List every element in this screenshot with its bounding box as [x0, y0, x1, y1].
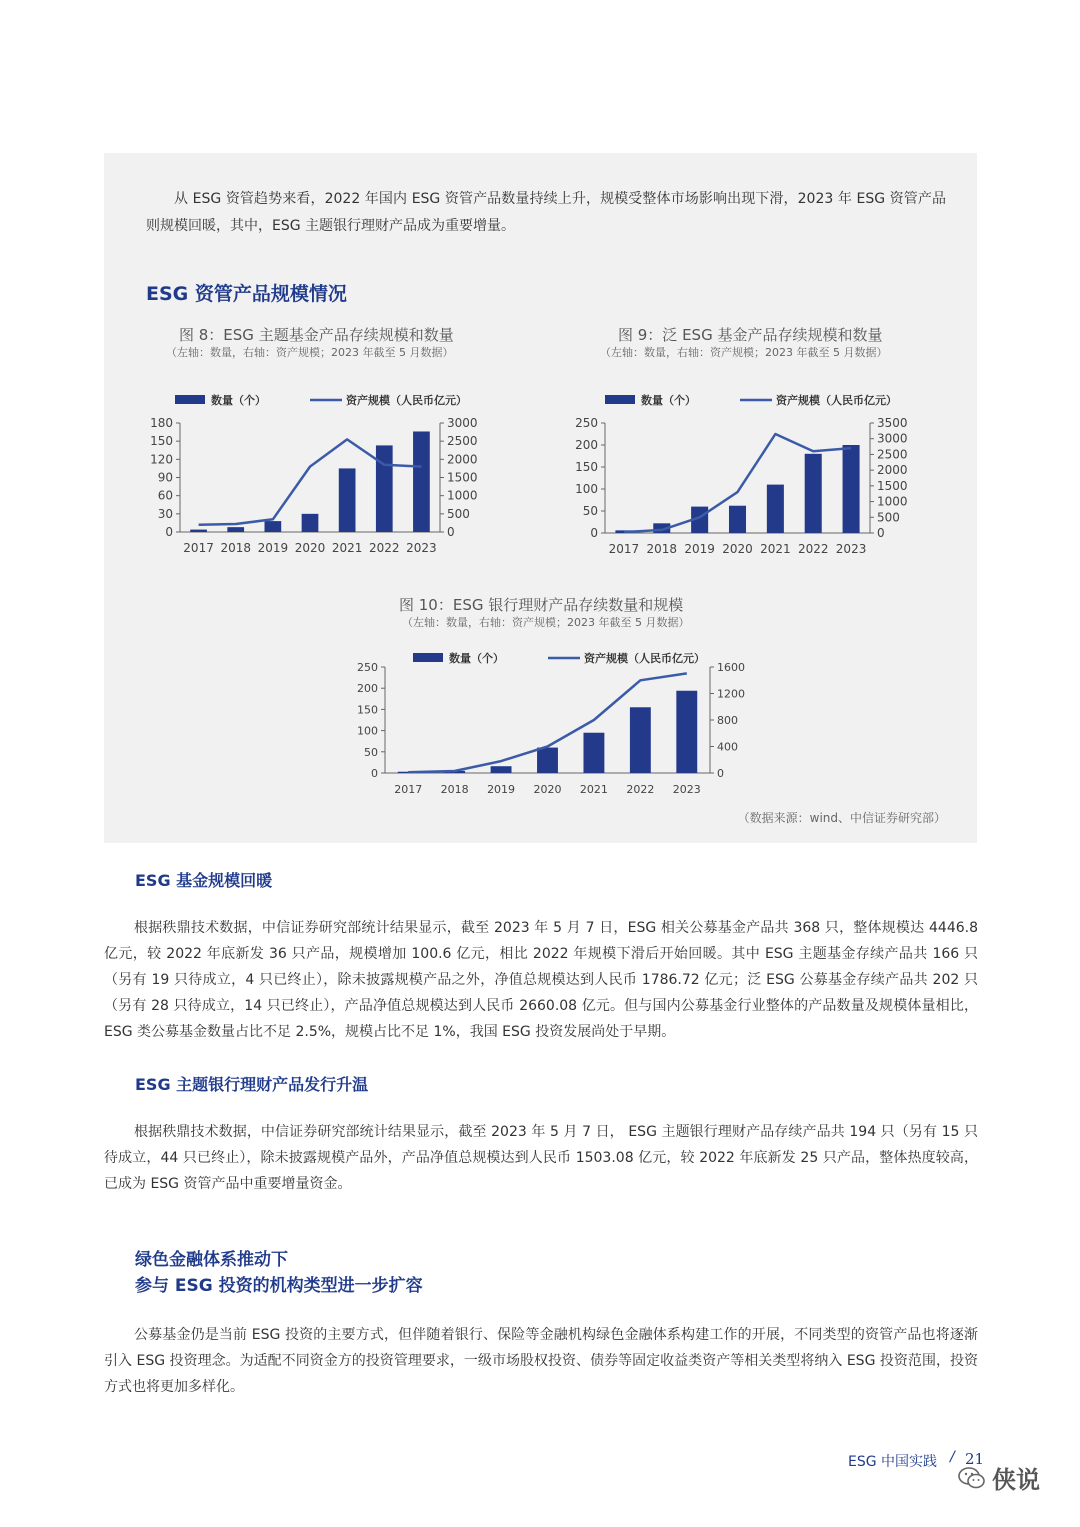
- y-right-tick-label: 500: [877, 510, 900, 525]
- y-left-tick-label: 30: [157, 506, 173, 521]
- y-right-tick-label: 1600: [717, 661, 745, 674]
- y-right-tick-label: 3000: [447, 416, 478, 430]
- chart-9: [570, 385, 930, 565]
- legend-line-label: 资产规模（人民币亿元）: [346, 394, 467, 407]
- legend-line-label: 资产规模（人民币亿元）: [776, 394, 897, 407]
- y-left-tick-label: 50: [364, 745, 378, 759]
- x-tick-label: 2020: [294, 541, 326, 555]
- bar-2021: [339, 468, 356, 532]
- y-left-tick-label: 250: [357, 661, 378, 674]
- section-3-heading-line-2: 参与 ESG 投资的机构类型进一步扩容: [135, 1276, 423, 1296]
- x-tick-label: 2023: [406, 541, 437, 555]
- section-3-heading-line-1: 绿色金融体系推动下: [135, 1250, 288, 1270]
- chart-9-subtitle: （左轴：数量，右轴：资产规模；2023 年截至 5 月数据）: [600, 346, 888, 359]
- legend-bar-label: 数量（个）: [211, 394, 266, 407]
- y-left-tick-label: 0: [590, 526, 598, 540]
- x-tick-label: 2020: [722, 542, 753, 556]
- y-left-tick-label: 250: [575, 416, 598, 430]
- y-right-tick-label: 500: [447, 506, 470, 521]
- x-tick-label: 2019: [684, 542, 715, 556]
- bar-2022: [630, 707, 651, 773]
- y-left-tick-label: 50: [582, 504, 598, 518]
- watermark-text: 侠说: [992, 1466, 1040, 1494]
- bar-2021: [767, 485, 784, 533]
- intro-paragraph: 从 ESG 资管趋势来看，2022 年国内 ESG 资管产品数量持续上升，规模受整体市场影响出现下滑，2023 年 ESG 资管产品则规模回暖，其中，ESG 主题银行理财产品成为重要增量。: [146, 191, 946, 234]
- bar-2019: [265, 521, 282, 532]
- x-tick-label: 2023: [835, 542, 867, 556]
- bar-2020: [302, 514, 319, 532]
- y-right-tick-label: 2000: [877, 463, 908, 478]
- legend-bar-label: 数量（个）: [641, 394, 696, 407]
- y-right-tick-label: 400: [717, 740, 738, 754]
- x-tick-label: 2018: [440, 783, 469, 796]
- x-tick-label: 2021: [579, 783, 608, 796]
- chart-10: [355, 645, 755, 805]
- footer-label: ESG 中国实践: [848, 1454, 938, 1470]
- y-left-tick-label: 100: [575, 482, 598, 496]
- y-left-tick-label: 150: [357, 703, 378, 717]
- section-1-body: 根据秩鼎技术数据，中信证券研究部统计结果显示，截至 2023 年 5 月 7 日，ESG 相关公募基金产品共 368 只，整体规模达 4446.8 亿元，较 2022 年底新发 36 只产品，规模增加 100.6 亿元，相比 2022 年规模下滑后开始回暖。其中 ESG 主题基金存续产品共 166 只（另有 19 只待成立，4 只已终止），除未披露规模产品之外，净值总规模达到人民币 1786.72 亿元；泛 ESG 公募基金存续产品共 202 只（另有 28 只待成立，14 只已终止），产品净值总规模达到人民币 2660.08 亿元。但与国内公募基金行业整体的产品数量及规模体量相比，ESG 类公募基金数量占比不足 2.5%，规模占比不足 1%，我国 ESG 投资发展尚处于早期。: [104, 920, 978, 1040]
- bar-2017: [190, 530, 207, 532]
- y-left-tick-label: 180: [150, 416, 173, 430]
- bar-2023: [676, 691, 697, 773]
- y-left-tick-label: 200: [357, 682, 378, 696]
- wechat-chat-icon: [958, 1466, 986, 1490]
- y-right-tick-label: 2500: [877, 447, 908, 462]
- y-left-tick-label: 0: [165, 525, 173, 539]
- y-right-tick-label: 1000: [447, 488, 478, 503]
- x-tick-label: 2021: [331, 541, 363, 555]
- bar-2023: [413, 431, 430, 532]
- y-right-tick-label: 3000: [877, 431, 908, 446]
- x-tick-label: 2019: [257, 541, 289, 555]
- x-tick-label: 2017: [394, 783, 423, 796]
- footer-separator: /: [950, 1449, 955, 1465]
- bar-2023: [843, 445, 860, 533]
- x-tick-label: 2020: [533, 783, 562, 796]
- y-left-tick-label: 150: [150, 434, 173, 449]
- y-left-tick-label: 0: [371, 767, 378, 780]
- x-tick-label: 2018: [220, 541, 251, 555]
- y-right-tick-label: 0: [717, 767, 724, 780]
- bar-2022: [376, 445, 393, 532]
- x-tick-label: 2022: [369, 541, 400, 555]
- legend-bar-label: 数量（个）: [449, 652, 504, 665]
- x-tick-label: 2019: [487, 783, 516, 796]
- bar-2020: [729, 506, 746, 533]
- x-tick-label: 2021: [760, 542, 791, 556]
- chart-8: [135, 385, 495, 565]
- y-left-tick-label: 200: [575, 438, 598, 452]
- y-right-tick-label: 3500: [877, 416, 908, 430]
- chart-10-title: 图 10：ESG 银行理财产品存续数量和规模: [399, 596, 684, 614]
- y-right-tick-label: 2500: [447, 434, 478, 449]
- legend-bar-swatch: [175, 395, 205, 404]
- x-tick-label: 2018: [646, 542, 678, 556]
- x-tick-label: 2017: [608, 542, 640, 556]
- y-right-tick-label: 0: [447, 525, 455, 539]
- y-right-tick-label: 1500: [877, 478, 908, 493]
- y-left-tick-label: 100: [357, 724, 378, 738]
- y-left-tick-label: 150: [575, 460, 598, 474]
- y-left-tick-label: 120: [150, 452, 173, 467]
- bar-2021: [583, 733, 604, 773]
- x-tick-label: 2017: [183, 541, 214, 555]
- section-2-body: 根据秩鼎技术数据，中信证券研究部统计结果显示，截至 2023 年 5 月 7 日， ESG 主题银行理财产品存续产品共 194 只（另有 15 只待成立，44 只已终止），除未披露规模产品外，产品净值总规模达到人民币 1503.08 亿元，较 2022 年底新发 25 只产品，整体热度较高，已成为 ESG 资管产品中重要增量资金。: [104, 1124, 978, 1192]
- y-right-tick-label: 800: [717, 714, 738, 727]
- page-number: 21: [965, 1450, 985, 1468]
- y-right-tick-label: 1500: [447, 470, 478, 485]
- x-tick-label: 2022: [797, 542, 829, 556]
- legend-bar-swatch: [413, 653, 443, 662]
- x-tick-label: 2022: [626, 783, 655, 796]
- chart-8-subtitle: （左轴：数量，右轴：资产规模；2023 年截至 5 月数据）: [166, 346, 454, 359]
- bar-2020: [537, 748, 558, 773]
- chart-9-title: 图 9：泛 ESG 基金产品存续规模和数量: [618, 326, 883, 344]
- bar-2018: [227, 527, 244, 532]
- section-3-body: 公募基金仍是当前 ESG 投资的主要方式，但伴随着银行、保险等金融机构绿色金融体系构建工作的开展，不同类型的资管产品也将逐渐引入 ESG 投资理念。为适配不同资金方的投资管理要求，一级市场股权投资、债券等固定收益类资产等相关类型将纳入 ESG 投资范围，投资方式也将更加多样化。: [104, 1327, 978, 1395]
- bar-2019: [491, 766, 512, 773]
- y-left-tick-label: 60: [157, 488, 173, 503]
- y-left-tick-label: 90: [157, 470, 173, 485]
- x-tick-label: 2023: [672, 783, 701, 796]
- chart-8-title: 图 8：ESG 主题基金产品存续规模和数量: [179, 326, 454, 344]
- y-right-tick-label: 1200: [717, 687, 745, 701]
- legend-line-label: 资产规模（人民币亿元）: [584, 652, 705, 665]
- watermark: [958, 1460, 1040, 1495]
- panel-title: ESG 资管产品规模情况: [146, 283, 347, 305]
- y-right-tick-label: 0: [877, 526, 885, 540]
- chart-10-subtitle: （左轴：数量，右轴：资产规模；2023 年截至 5 月数据）: [402, 616, 690, 629]
- bar-2022: [805, 454, 822, 533]
- section-1-heading: ESG 基金规模回暖: [135, 871, 273, 890]
- section-2-heading: ESG 主题银行理财产品发行升温: [135, 1075, 369, 1094]
- legend-bar-swatch: [605, 395, 635, 404]
- y-right-tick-label: 1000: [877, 494, 908, 509]
- y-right-tick-label: 2000: [447, 452, 478, 467]
- data-source-note: （数据来源：wind、中信证券研究部）: [737, 811, 946, 825]
